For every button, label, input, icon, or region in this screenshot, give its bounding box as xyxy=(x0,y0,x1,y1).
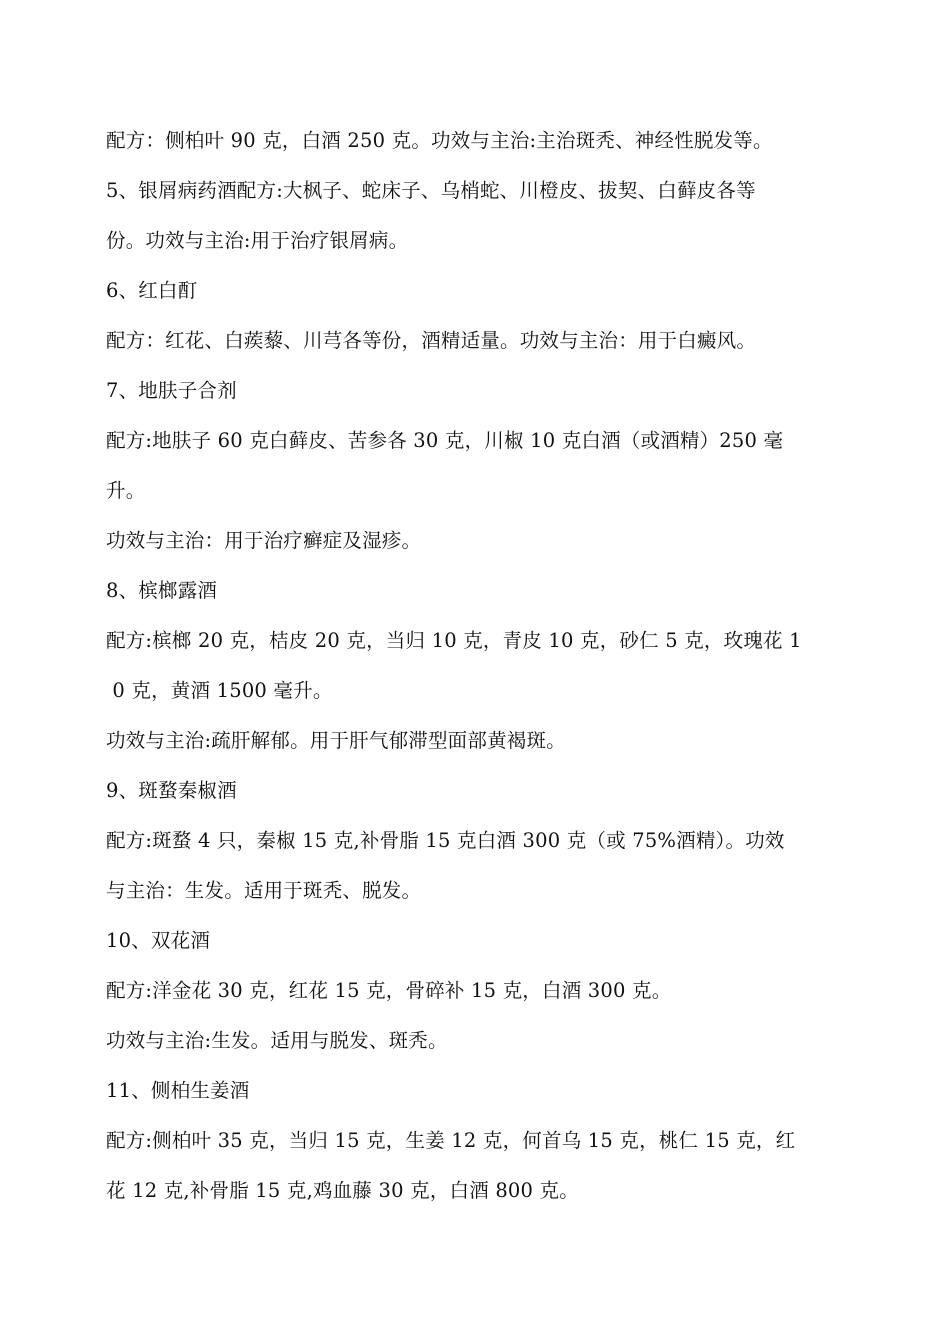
text-line: 配方:洋金花 30 克，红花 15 克，骨碎补 15 克，白酒 300 克。 xyxy=(106,979,672,1002)
text-line: 配方:地肤子 60 克白藓皮、苦参各 30 克，川椒 10 克白酒（或酒精）250 毫 xyxy=(106,429,784,452)
section-heading: 11、侧柏生姜酒 xyxy=(106,1079,250,1102)
text-line: 配方:斑蝥 4 只，秦椒 15 克,补骨脂 15 克白酒 300 克（或 75%酒精）。功效 xyxy=(106,829,785,852)
section-heading: 7、地肤子合剂 xyxy=(106,379,237,402)
section-heading: 9、斑蝥秦椒酒 xyxy=(106,779,237,802)
text-line: 功效与主治:疏肝解郁。用于肝气郁滞型面部黄褐斑。 xyxy=(106,729,566,752)
document-body xyxy=(106,116,846,1216)
text-line: 配方：侧柏叶 90 克，白酒 250 克。功效与主治:主治斑秃、神经性脱发等。 xyxy=(106,129,773,152)
section-heading: 8、槟榔露酒 xyxy=(106,579,218,602)
text-line: 配方:槟榔 20 克，桔皮 20 克，当归 10 克，青皮 10 克，砂仁 5 克，玫瑰花 1 xyxy=(106,629,802,652)
text-line: 配方：红花、白蒺藜、川芎各等份，酒精适量。功效与主治：用于白癜风。 xyxy=(106,329,757,352)
text-line: 5、银屑病药酒配方:大枫子、蛇床子、乌梢蛇、川橙皮、拔契、白藓皮各等 xyxy=(106,179,756,202)
text-line: 与主治：生发。适用于斑秃、脱发。 xyxy=(106,879,422,902)
text-line: 花 12 克,补骨脂 15 克,鸡血藤 30 克，白酒 800 克。 xyxy=(106,1179,579,1202)
text-line: 功效与主治：用于治疗癣症及湿疹。 xyxy=(106,529,422,552)
text-line: 份。功效与主治:用于治疗银屑病。 xyxy=(106,229,409,252)
text-line: 配方:侧柏叶 35 克，当归 15 克，生姜 12 克，何首乌 15 克，桃仁 15 克，红 xyxy=(106,1129,796,1152)
text-line: 升。 xyxy=(106,479,146,502)
text-line: 0 克，黄酒 1500 毫升。 xyxy=(106,679,333,702)
text-line: 功效与主治:生发。适用与脱发、斑秃。 xyxy=(106,1029,448,1052)
section-heading: 6、红白酊 xyxy=(106,279,198,302)
section-heading: 10、双花酒 xyxy=(106,929,211,952)
